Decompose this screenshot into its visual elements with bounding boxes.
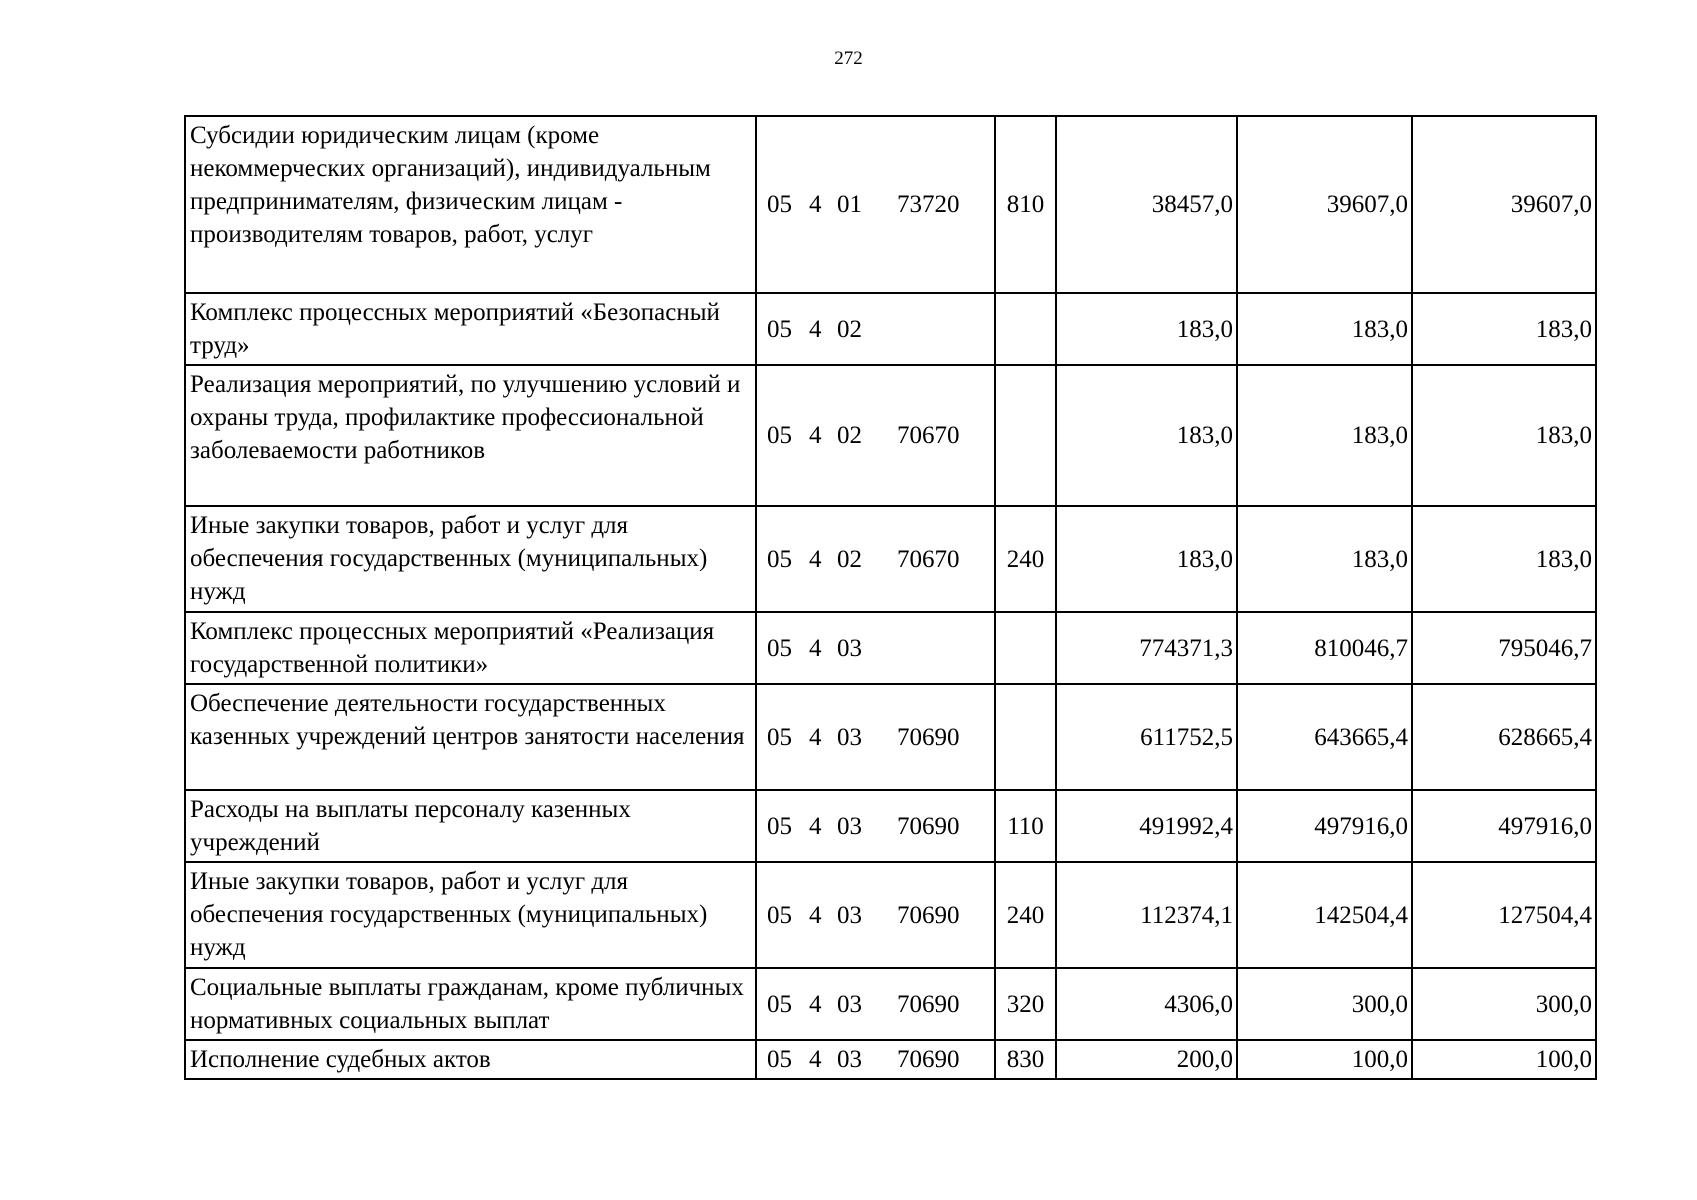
row-name: Социальные выплаты гражданам, кроме публичных нормативных социальных выплат: [185, 968, 756, 1040]
code-structural-element: 02: [837, 422, 862, 449]
row-value-2: 100,0: [1237, 1040, 1412, 1079]
row-value-2: 142504,4: [1237, 862, 1412, 968]
code-program: 05: [767, 1046, 792, 1073]
code-structural-element: 03: [837, 990, 862, 1018]
budget-table: [184, 115, 1597, 1080]
table-row: [185, 116, 1596, 293]
code-program: 05: [767, 812, 792, 840]
row-name: Иные закупки товаров, работ и услуг для обеспечения государственных (муниципальных) нужд: [185, 862, 756, 968]
row-value-2: 643665,4: [1237, 684, 1412, 790]
page-number: 272: [834, 48, 863, 69]
row-value-1: 200,0: [1056, 1040, 1237, 1079]
table-row: [185, 1040, 1596, 1079]
row-value-3: 127504,4: [1412, 862, 1596, 968]
row-value-1: 491992,4: [1056, 790, 1237, 862]
row-name: Субсидии юридическим лицам (кроме некоммерческих организаций), индивидуальным предпринимателям, физическим лицам - производителям товаров, работ, услуг: [185, 116, 756, 293]
code-program: 05: [767, 315, 792, 343]
code-direction: 70690: [897, 723, 960, 751]
code-subprogram: 4: [809, 723, 822, 751]
code-subprogram: 4: [809, 315, 822, 343]
row-value-3: 497916,0: [1412, 790, 1596, 862]
row-value-3: 100,0: [1412, 1040, 1596, 1079]
code-structural-element: 03: [837, 723, 862, 751]
row-value-2: 183,0: [1237, 293, 1412, 365]
row-value-2: 497916,0: [1237, 790, 1412, 862]
row-expense-type: [995, 365, 1056, 506]
row-expense-type: 810: [995, 116, 1056, 293]
row-name: Исполнение судебных актов: [185, 1040, 756, 1079]
row-expense-type: [995, 612, 1056, 684]
table-row: [185, 293, 1596, 365]
row-name: Комплекс процессных мероприятий «Безопасный труд»: [185, 293, 756, 365]
row-name: Обеспечение деятельности государственных казенных учреждений центров занятости населения: [185, 684, 756, 790]
table-row: [185, 684, 1596, 790]
row-value-1: 38457,0: [1056, 116, 1237, 293]
row-code: [756, 790, 995, 862]
row-expense-type: [995, 293, 1056, 365]
code-structural-element: 03: [837, 634, 862, 662]
code-structural-element: 03: [837, 901, 862, 929]
code-program: 05: [767, 990, 792, 1018]
table-row: [185, 365, 1596, 506]
row-value-3: 183,0: [1412, 506, 1596, 612]
row-expense-type: 240: [995, 506, 1056, 612]
row-name: Комплекс процессных мероприятий «Реализация государственной политики»: [185, 612, 756, 684]
row-value-2: 183,0: [1237, 365, 1412, 506]
code-structural-element: 02: [837, 315, 862, 343]
code-subprogram: 4: [809, 1046, 822, 1073]
code-subprogram: 4: [809, 812, 822, 840]
row-code: [756, 612, 995, 684]
row-code: [756, 862, 995, 968]
code-program: 05: [767, 723, 792, 751]
row-value-1: 183,0: [1056, 293, 1237, 365]
row-code: [756, 684, 995, 790]
row-expense-type: 320: [995, 968, 1056, 1040]
row-code: [756, 293, 995, 365]
row-value-2: 300,0: [1237, 968, 1412, 1040]
row-code: [756, 968, 995, 1040]
row-expense-type: 830: [995, 1040, 1056, 1079]
table-row: [185, 506, 1596, 612]
row-value-1: 4306,0: [1056, 968, 1237, 1040]
code-program: 05: [767, 422, 792, 449]
row-value-1: 112374,1: [1056, 862, 1237, 968]
row-name: Расходы на выплаты персоналу казенных учреждений: [185, 790, 756, 862]
table-row: [185, 612, 1596, 684]
row-name: Реализация мероприятий, по улучшению условий и охраны труда, профилактике профессиональной заболеваемости работников: [185, 365, 756, 506]
row-code: [756, 116, 995, 293]
row-expense-type: 110: [995, 790, 1056, 862]
row-expense-type: [995, 684, 1056, 790]
code-subprogram: 4: [809, 901, 822, 929]
row-value-2: 39607,0: [1237, 116, 1412, 293]
table-row: [185, 968, 1596, 1040]
code-program: 05: [767, 191, 792, 218]
row-value-2: 183,0: [1237, 506, 1412, 612]
table-row: [185, 862, 1596, 968]
row-name: Иные закупки товаров, работ и услуг для обеспечения государственных (муниципальных) нужд: [185, 506, 756, 612]
row-value-2: 810046,7: [1237, 612, 1412, 684]
code-structural-element: 01: [837, 191, 862, 218]
table-row: [185, 790, 1596, 862]
row-value-1: 183,0: [1056, 506, 1237, 612]
code-program: 05: [767, 634, 792, 662]
code-subprogram: 4: [809, 422, 822, 449]
code-direction: 70690: [897, 901, 960, 929]
row-value-1: 611752,5: [1056, 684, 1237, 790]
row-expense-type: 240: [995, 862, 1056, 968]
code-subprogram: 4: [809, 191, 822, 218]
code-subprogram: 4: [809, 634, 822, 662]
row-value-1: 774371,3: [1056, 612, 1237, 684]
row-code: [756, 506, 995, 612]
row-value-1: 183,0: [1056, 365, 1237, 506]
code-direction: 70670: [897, 545, 960, 573]
code-direction: 70670: [897, 422, 960, 449]
row-value-3: 628665,4: [1412, 684, 1596, 790]
code-structural-element: 02: [837, 545, 862, 573]
code-program: 05: [767, 901, 792, 929]
code-direction: 70690: [897, 990, 960, 1018]
code-subprogram: 4: [809, 990, 822, 1018]
row-value-3: 39607,0: [1412, 116, 1596, 293]
code-direction: 70690: [897, 812, 960, 840]
code-direction: 70690: [897, 1046, 960, 1073]
row-code: [756, 365, 995, 506]
code-subprogram: 4: [809, 545, 822, 573]
row-value-3: 300,0: [1412, 968, 1596, 1040]
code-program: 05: [767, 545, 792, 573]
code-structural-element: 03: [837, 812, 862, 840]
row-value-3: 183,0: [1412, 293, 1596, 365]
row-value-3: 795046,7: [1412, 612, 1596, 684]
code-structural-element: 03: [837, 1046, 862, 1073]
row-value-3: 183,0: [1412, 365, 1596, 506]
row-code: [756, 1040, 995, 1079]
code-direction: 73720: [897, 191, 960, 218]
